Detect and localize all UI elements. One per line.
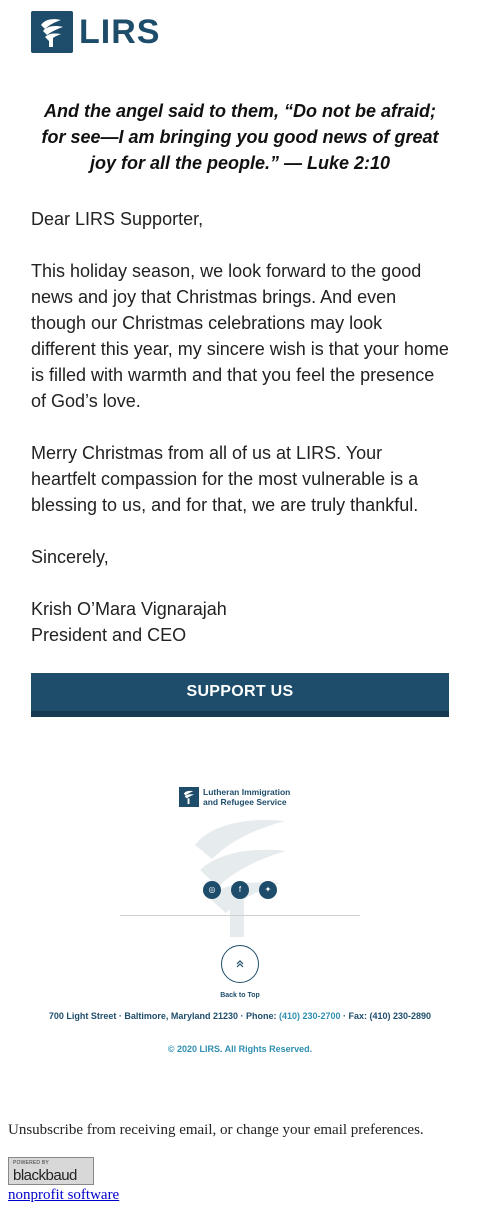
signer-title: President and CEO (31, 625, 187, 645)
social-links (0, 881, 480, 899)
back-to-top-label[interactable]: Back to Top (220, 992, 260, 999)
letter-signature (31, 596, 451, 648)
torch-icon (31, 11, 73, 53)
footer-divider (120, 915, 360, 916)
copyright-text: © 2020 LIRS. All Rights Reserved. (167, 1044, 313, 1054)
nonprofit-software-link[interactable]: nonprofit software (8, 1187, 120, 1203)
letter-closing: Sincerely, (31, 547, 109, 567)
back-to-top-button[interactable] (221, 945, 259, 983)
torch-watermark-icon (190, 815, 290, 937)
bible-quote: And the angel said to them, “Do not be afraid; for see—I am bringing you good news of great joy for all the people.” — Luke 2:10 (41, 101, 439, 173)
letter-paragraph-2: Merry Christmas from all of us at LIRS. Your heartfelt compassion for the most vulnerable is a blessing to us, and for that, we are truly thankful. (31, 443, 419, 515)
phone-link[interactable]: (410) 230-2700 (278, 1011, 341, 1021)
org-name-line-2: and Refugee Service (203, 797, 287, 807)
twitter-icon[interactable]: ✦ (259, 881, 277, 899)
fax-text: · Fax: (410) 230-2890 (340, 1011, 432, 1021)
letter-paragraph-1: This holiday season, we look forward to the good news and joy that Christmas brings. And even though our Christmas celebrations may look different this year, my sincere wish is that your home is filled with warmth and that you feel the presence of God’s love. (31, 261, 449, 411)
unsubscribe-text[interactable]: Unsubscribe from receiving email, or change your email preferences. (8, 1122, 424, 1138)
address-text: 700 Light Street · Baltimore, Maryland 21230 · Phone: (48, 1011, 279, 1021)
letter-greeting: Dear LIRS Supporter, (31, 209, 204, 229)
lirs-logo[interactable] (31, 11, 160, 53)
powered-by-label: POWERED BY (13, 1160, 49, 1166)
facebook-icon[interactable]: f (231, 881, 249, 899)
footer-address (36, 1011, 444, 1021)
signer-name: Krish O’Mara Vignarajah (31, 599, 227, 619)
footer-org-name (203, 787, 290, 807)
blackbaud-badge[interactable] (8, 1157, 94, 1185)
instagram-icon[interactable]: ◎ (203, 881, 221, 899)
torch-icon (179, 787, 199, 807)
double-chevron-up-icon (235, 959, 245, 969)
logo-wordmark: LIRS (79, 13, 161, 51)
blackbaud-logo: blackbaud (13, 1167, 77, 1184)
org-name-line-1: Lutheran Immigration (203, 787, 291, 797)
support-us-button[interactable]: SUPPORT US (31, 673, 449, 717)
footer-org-logo[interactable] (179, 787, 290, 807)
